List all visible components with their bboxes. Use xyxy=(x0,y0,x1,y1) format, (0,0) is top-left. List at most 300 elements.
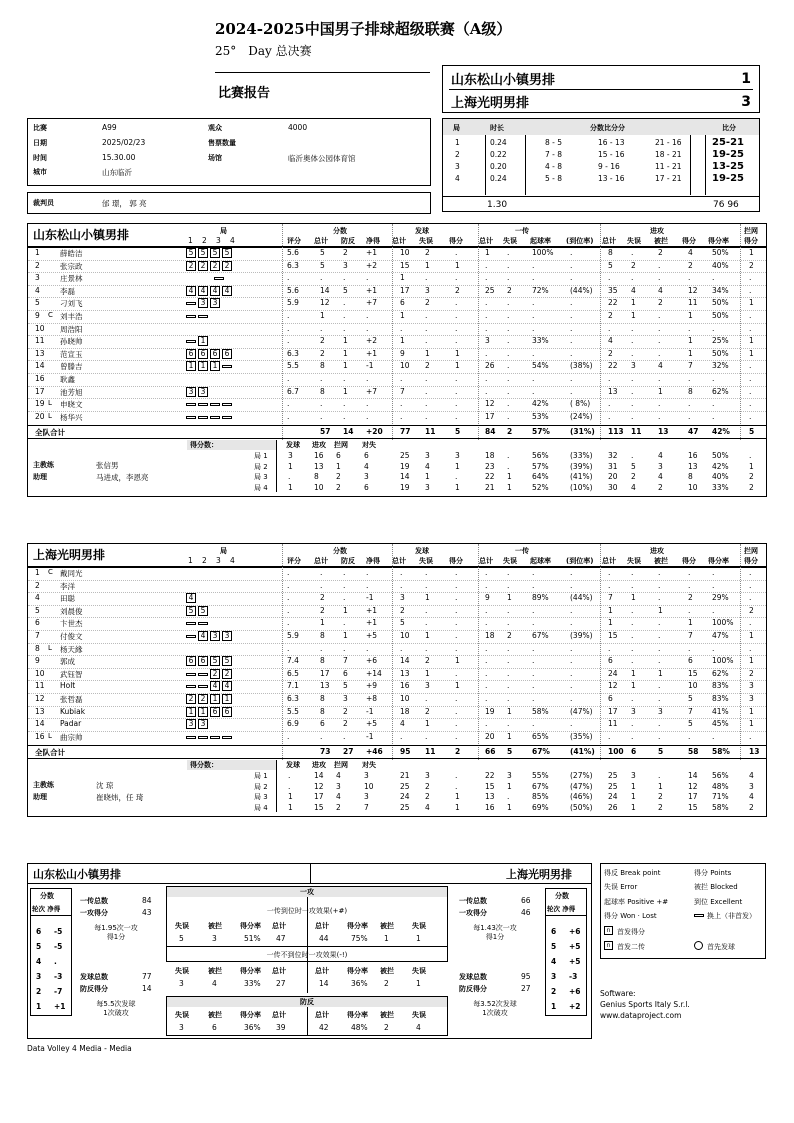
stat-ate: . xyxy=(631,374,634,383)
stat-ate: . xyxy=(631,618,634,628)
table-row xyxy=(0,261,794,273)
set-stat-svp: 3 xyxy=(455,451,460,461)
attack-col-header: 得分率 xyxy=(347,967,368,975)
stat-blk: . xyxy=(749,399,752,409)
divider xyxy=(546,915,586,916)
rotation-box: 5 xyxy=(210,656,220,666)
set-label: 局 4 xyxy=(254,803,268,812)
stat-rce: . xyxy=(507,643,510,653)
rotation-box: 6 xyxy=(210,707,220,717)
stat-pt: 8 xyxy=(320,631,325,640)
set-stat-rce: 1 xyxy=(507,781,512,791)
table-row xyxy=(0,631,794,643)
stat-net: . xyxy=(366,374,369,383)
points-left-net: -5 xyxy=(54,927,63,936)
set-score-value: 3 xyxy=(364,792,369,802)
total-atb: 13 xyxy=(658,427,669,437)
stat-atpct: 40% xyxy=(712,260,729,270)
stat-atb: . xyxy=(658,411,661,421)
set-score-value: 3 xyxy=(364,472,369,482)
stat-rcp: . xyxy=(532,618,535,628)
total-rcx: (31%) xyxy=(570,427,595,437)
stat-pt: 2 xyxy=(320,348,325,358)
stat-rating: 7.4 xyxy=(287,656,299,666)
set-stat-ate: 4 xyxy=(631,482,636,492)
software-url: www.dataproject.com xyxy=(600,1011,682,1020)
stat-atpct: . xyxy=(712,580,715,590)
right-serve-label: 防反得分 xyxy=(459,985,487,993)
divider xyxy=(307,897,308,993)
stat-bp: 7 xyxy=(343,656,348,666)
total-ate: 6 xyxy=(631,747,637,757)
set-stat-svp: . xyxy=(455,781,458,791)
set-partial: 15 - 16 xyxy=(598,150,625,159)
rotation-dash xyxy=(214,277,224,280)
set-stat-atb: 2 xyxy=(658,792,663,802)
set-row xyxy=(0,782,794,792)
stat-svp: . xyxy=(455,411,458,421)
stat-rct: 9 xyxy=(485,593,490,603)
attack-col-header: 被拦 xyxy=(380,922,394,930)
set-stat-atb: 1 xyxy=(658,781,663,791)
set-label: 局 1 xyxy=(254,772,268,781)
stat-net: +7 xyxy=(366,386,378,396)
table-row xyxy=(0,606,794,618)
points-right-net: +5 xyxy=(569,942,581,951)
stat-atb: . xyxy=(658,273,661,283)
stat-bp: . xyxy=(343,374,346,383)
stat-atb: . xyxy=(658,681,661,691)
sets-total-score: 76 96 xyxy=(713,200,739,210)
stat-att: 5 xyxy=(608,260,613,270)
stat-rct: . xyxy=(485,681,488,691)
score-col: 发球 xyxy=(286,441,300,450)
stat-rcp: 65% xyxy=(532,731,549,741)
stat-bp: 1 xyxy=(343,605,348,615)
stat-bp: 1 xyxy=(343,631,348,640)
stat-rating: 6.5 xyxy=(287,668,299,678)
stat-rct: . xyxy=(485,618,488,628)
set-row xyxy=(0,803,794,813)
stat-rct: 26 xyxy=(485,361,495,371)
stat-rating: 7.1 xyxy=(287,681,299,691)
left-serve-value: 14 xyxy=(142,984,152,993)
attack-col-value: 48% xyxy=(351,1023,368,1032)
stat-sve: 3 xyxy=(425,285,430,295)
report-title: 比赛报告 xyxy=(218,86,271,101)
set-stat-att: 30 xyxy=(608,482,618,492)
left-serve-label: 防反得分 xyxy=(80,985,108,993)
stat-blk: 3 xyxy=(749,681,754,691)
rotation-dash xyxy=(222,736,232,739)
stat-svt: 10 xyxy=(400,248,410,257)
hdr-points: 分数 xyxy=(333,547,347,555)
stat-bp: . xyxy=(343,311,346,320)
stat-bp: 2 xyxy=(343,248,348,257)
stat-atpct: 100% xyxy=(712,618,734,628)
points-left-sub: 轮次 净得 xyxy=(32,905,61,913)
stat-bp: . xyxy=(343,731,346,741)
stat-svp: . xyxy=(455,706,458,716)
set-partial: 5 - 8 xyxy=(545,174,563,183)
set-stat-sve: 3 xyxy=(425,771,430,781)
info-label: 比赛 xyxy=(33,124,47,132)
stat-svt: . xyxy=(400,399,403,409)
coach-name: 张信男 xyxy=(96,461,119,471)
sets-hdr-score: 比分 xyxy=(722,124,736,132)
stat-sve: 3 xyxy=(425,681,430,691)
stat-rcp: . xyxy=(532,374,535,383)
player-name: 耿鑫 xyxy=(60,375,75,384)
stat-atp: 5 xyxy=(688,719,693,729)
stat-rcp: . xyxy=(532,386,535,396)
stat-att: 22 xyxy=(608,298,618,308)
stat-rce: . xyxy=(507,656,510,666)
stat-atp: 1 xyxy=(688,618,693,628)
stat-blk: 2 xyxy=(749,605,754,615)
points-left-net: +1 xyxy=(54,1002,66,1011)
left-reception-note: 每1.95次一攻 xyxy=(94,924,138,932)
hdr-bp: 防反 xyxy=(341,557,355,565)
stat-att: 7 xyxy=(608,593,613,603)
stat-sve: . xyxy=(425,273,428,283)
table-row xyxy=(0,656,794,668)
player-name: 李洋 xyxy=(60,581,75,591)
stat-net: . xyxy=(366,399,369,409)
stat-rcx: . xyxy=(570,681,573,691)
attack-col-header: 得分率 xyxy=(240,1011,261,1019)
stat-rce: . xyxy=(507,605,510,615)
set-stat-att: 26 xyxy=(608,802,618,812)
stat-rcp: 67% xyxy=(532,631,549,640)
points-right-net: +2 xyxy=(569,1002,581,1011)
player-name: 张哲磊 xyxy=(60,695,83,704)
stat-ate: . xyxy=(631,273,634,283)
page-title: 2024-2025中国男子排球超级联赛（A级） xyxy=(215,20,512,38)
table-row xyxy=(0,399,794,411)
set-score-value: 4 xyxy=(364,461,369,471)
rotation-dash xyxy=(198,403,208,406)
stat-atp: . xyxy=(688,568,691,577)
stat-rcp: . xyxy=(532,348,535,358)
attack-col-value: 36% xyxy=(244,1023,261,1032)
attack-col-value: 2 xyxy=(384,979,389,988)
rotation-dash xyxy=(186,673,196,676)
right-serve-value: 95 xyxy=(521,972,531,981)
player-name: 曾滕吉 xyxy=(60,362,83,372)
total-sve: 11 xyxy=(425,427,436,437)
total-svp: 2 xyxy=(455,747,461,757)
set-score: 25-21 xyxy=(712,137,744,148)
legend-item: 被拦 Blocked xyxy=(694,883,738,891)
points-left-rotation: 2 xyxy=(36,987,42,996)
table-row xyxy=(0,568,794,580)
stat-ate: . xyxy=(631,386,634,396)
stat-svp: . xyxy=(455,399,458,409)
stat-rcx: . xyxy=(570,260,573,270)
set-score-value: . xyxy=(288,781,291,791)
set-stat-rce: . xyxy=(507,792,510,802)
player-number: 5 xyxy=(35,605,40,615)
set-stat-atpct: 42% xyxy=(712,461,729,471)
set-stat-svt: 25 xyxy=(400,802,410,812)
stat-atb: . xyxy=(658,618,661,628)
set-number: 2 xyxy=(455,150,460,159)
counter-title: 防反 xyxy=(300,998,314,1006)
rotation-box: 6 xyxy=(198,349,208,359)
rotation-box: 1 xyxy=(198,707,208,717)
table-row xyxy=(0,273,794,285)
rotation-dash xyxy=(210,736,220,739)
total-blk: 13 xyxy=(749,747,760,757)
stat-bp: . xyxy=(343,643,346,653)
attack-col-header: 失误 xyxy=(175,922,189,930)
referee-box xyxy=(27,192,431,214)
stat-rating: . xyxy=(287,374,290,383)
stat-blk: 1 xyxy=(749,631,754,640)
stat-svt: 2 xyxy=(400,605,405,615)
stat-rct: 17 xyxy=(485,411,495,421)
set-stat-atpct: 33% xyxy=(712,482,729,492)
stat-ate: . xyxy=(631,399,634,409)
stat-pt: 13 xyxy=(320,681,330,691)
rotation-box: 4 xyxy=(222,286,232,296)
stat-blk: . xyxy=(749,386,752,396)
stat-svt: . xyxy=(400,580,403,590)
stat-svt: . xyxy=(400,731,403,741)
set-score-value: 6 xyxy=(364,451,369,461)
set-number: 4 xyxy=(455,174,460,183)
rotation-box: 2 xyxy=(210,261,220,271)
stat-rating: . xyxy=(287,411,290,421)
stat-rcx: . xyxy=(570,323,573,333)
rotation-box: 1 xyxy=(210,694,220,704)
stat-rating: 5.5 xyxy=(287,706,299,716)
stat-rating: 6.3 xyxy=(287,348,299,358)
legend-item: 得分 Won · Lost xyxy=(604,912,657,920)
stat-att: 24 xyxy=(608,668,618,678)
attack-col-header: 总计 xyxy=(315,922,329,930)
player-number: 5 xyxy=(35,298,40,308)
player-name: 郭成 xyxy=(60,657,75,667)
right-reception-label: 一攻得分 xyxy=(459,909,487,917)
table-row xyxy=(0,412,794,424)
set-score-value: 4 xyxy=(336,771,341,781)
stat-rcx: . xyxy=(570,273,573,283)
stat-att: 11 xyxy=(608,719,618,729)
total-svt: 77 xyxy=(400,427,411,437)
set-stat-ate: 2 xyxy=(631,472,636,482)
stat-net: -1 xyxy=(366,706,374,716)
rotation-dash xyxy=(198,622,208,625)
set-score-value: 1 xyxy=(288,792,293,802)
stat-atpct: 45% xyxy=(712,719,729,729)
stat-rating: 6.3 xyxy=(287,260,299,270)
stat-atp: . xyxy=(688,605,691,615)
set-score-value: 8 xyxy=(314,472,319,482)
stat-atp: . xyxy=(688,580,691,590)
referee-value: 邰 璟， 郭 亮 xyxy=(102,199,147,208)
info-value: 山东临沂 xyxy=(102,168,132,177)
score-col: 拦网 xyxy=(334,761,348,770)
stat-rating: 5.9 xyxy=(287,631,299,640)
stat-pt: . xyxy=(320,580,323,590)
table-row xyxy=(0,581,794,593)
set-score-value: 12 xyxy=(314,781,324,791)
stat-rcx: . xyxy=(570,580,573,590)
rotation-box: 4 xyxy=(198,631,208,641)
player-name: 孙晓帅 xyxy=(60,337,83,347)
stat-svp: . xyxy=(455,386,458,396)
player-name: 杨华兴 xyxy=(60,412,83,422)
legend-item: 起球率 Positive +# xyxy=(604,898,669,906)
legend-first-serve-icon xyxy=(694,941,703,950)
right-serve-label: 发球总数 xyxy=(459,973,487,981)
hdr-at-total: 总计 xyxy=(602,557,616,565)
set-stat-ate: 3 xyxy=(631,771,636,781)
info-value: A99 xyxy=(102,123,117,132)
set-score: 19-25 xyxy=(712,149,744,160)
stat-svt: 13 xyxy=(400,668,410,678)
right-reception-label: 一传总数 xyxy=(459,897,487,905)
divider xyxy=(28,883,591,884)
hdr-rc-pos: 起球率 xyxy=(530,237,551,245)
left-reception-note: 得1分 xyxy=(106,933,126,941)
attack-col-value: 1 xyxy=(384,934,389,943)
stat-rating: . xyxy=(287,580,290,590)
stat-blk: 1 xyxy=(749,248,754,257)
stat-atpct: . xyxy=(712,605,715,615)
points-right-sub: 轮次 净得 xyxy=(547,905,576,913)
stat-svp: 1 xyxy=(455,681,460,691)
hdr-sets: 局 xyxy=(220,227,227,235)
stat-rce: . xyxy=(507,719,510,729)
stat-atb: 2 xyxy=(658,248,663,257)
stat-rcx: ( 8%) xyxy=(570,399,591,409)
player-number: 2 xyxy=(35,580,40,590)
stat-atpct: 50% xyxy=(712,348,729,358)
stat-bp: . xyxy=(343,273,346,283)
stat-svt: 3 xyxy=(400,593,405,603)
stat-pt: 2 xyxy=(320,336,325,346)
set-stat-rcp: 52% xyxy=(532,482,549,492)
stat-sve: . xyxy=(425,694,428,703)
rotation-box: 2 xyxy=(186,261,196,271)
stat-blk: . xyxy=(749,323,752,333)
stat-svp: 1 xyxy=(455,260,460,270)
set-circle-label: 3 xyxy=(216,556,221,565)
stat-svt: 1 xyxy=(400,311,405,320)
stat-bp: 1 xyxy=(343,348,348,358)
rotation-dash xyxy=(198,673,208,676)
stat-rating: . xyxy=(287,593,290,603)
set-stat-atb: 4 xyxy=(658,472,663,482)
hdr-block: 拦网 xyxy=(744,227,758,235)
set-stat-rce: . xyxy=(507,461,510,471)
stat-atb: . xyxy=(658,568,661,577)
hdr-points: 分数 xyxy=(333,227,347,235)
stat-rcp: . xyxy=(532,311,535,320)
info-label: 场馆 xyxy=(208,154,222,162)
divider xyxy=(310,864,311,883)
stat-ate: 4 xyxy=(631,285,636,295)
points-right-rotation: 3 xyxy=(551,972,557,981)
stat-blk: . xyxy=(749,731,752,741)
table-row xyxy=(0,374,794,386)
hdr-net: 净得 xyxy=(366,557,380,565)
total-rcx: (41%) xyxy=(570,747,595,757)
set-stat-ate: 1 xyxy=(631,792,636,802)
rotation-box: 5 xyxy=(186,248,196,258)
rotation-box: 2 xyxy=(198,694,208,704)
stat-blk: 1 xyxy=(749,656,754,666)
set-score-value: 3 xyxy=(336,781,341,791)
stat-blk: 1 xyxy=(749,298,754,308)
set-stat-rct: 23 xyxy=(485,461,495,471)
left-serve-value: 77 xyxy=(142,972,152,981)
stat-rating: 5.5 xyxy=(287,361,299,371)
attack-col-header: 被拦 xyxy=(208,967,222,975)
stat-sve: 2 xyxy=(425,656,430,666)
set-stat-atp: 12 xyxy=(688,781,698,791)
stat-pt: . xyxy=(320,731,323,741)
stat-atp: 1 xyxy=(688,348,693,358)
player-name: 张宗政 xyxy=(60,261,83,271)
set-stat-rct: 22 xyxy=(485,771,495,781)
left-reception-label: 一传总数 xyxy=(80,897,108,905)
set-stat-rcp: 64% xyxy=(532,472,549,482)
stat-rcp: 100% xyxy=(532,248,554,257)
stat-rcx: . xyxy=(570,248,573,257)
stat-rcx: . xyxy=(570,668,573,678)
set-duration: 0.24 xyxy=(490,174,507,183)
set-score-value: 2 xyxy=(336,482,341,492)
set-stat-att: 25 xyxy=(608,771,618,781)
stat-sve: . xyxy=(425,311,428,320)
player-name: 杨天緣 xyxy=(60,644,83,654)
rotation-dash xyxy=(186,736,196,739)
stat-rct: . xyxy=(485,298,488,308)
right-serve-note: 每3.52次发球 xyxy=(473,1000,517,1008)
stat-svt: 14 xyxy=(400,656,410,666)
stat-atp: . xyxy=(688,643,691,653)
stat-rce: . xyxy=(507,311,510,320)
stat-rating: 6.9 xyxy=(287,719,299,729)
attack-col-value: 1 xyxy=(416,979,421,988)
stat-blk: 2 xyxy=(749,668,754,678)
stat-atpct: 50% xyxy=(712,311,729,320)
stat-net: +5 xyxy=(366,631,378,640)
stat-atb: . xyxy=(658,336,661,346)
stat-ate: . xyxy=(631,323,634,333)
stat-att: . xyxy=(608,399,611,409)
legend-starter-icon: n xyxy=(604,926,613,935)
stat-atp: 10 xyxy=(688,681,698,691)
rotation-dash xyxy=(210,416,220,419)
stat-blk: 1 xyxy=(749,719,754,729)
divider xyxy=(690,135,691,195)
set-circle-label: 2 xyxy=(202,556,207,565)
stat-rct: 25 xyxy=(485,285,495,295)
table-row xyxy=(0,387,794,399)
player-number: 3 xyxy=(35,273,40,283)
stat-rcx: (38%) xyxy=(570,361,593,371)
stat-rcx: . xyxy=(570,386,573,396)
set-score-value: 6 xyxy=(336,451,341,461)
table-row xyxy=(0,298,794,310)
stat-pt: 5 xyxy=(320,248,325,257)
stat-bp: 1 xyxy=(343,336,348,346)
